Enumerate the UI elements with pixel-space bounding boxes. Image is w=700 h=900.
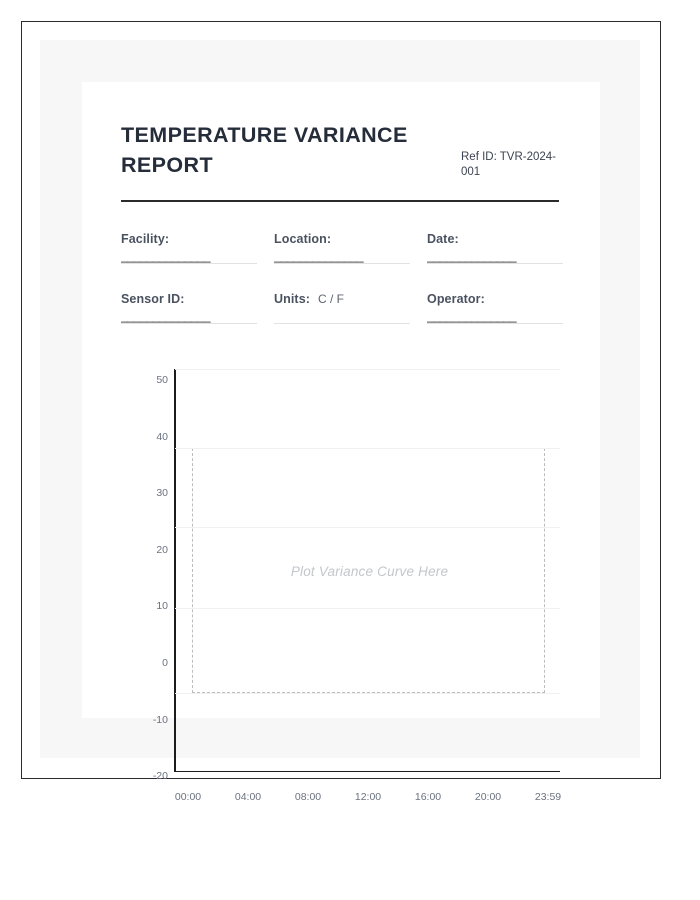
reference-id: Ref ID: TVR-2024-001 bbox=[461, 151, 557, 178]
chart-y-tick: -10 bbox=[152, 713, 168, 726]
form-field bbox=[427, 290, 563, 323]
chart-y-tick: 0 bbox=[162, 657, 168, 669]
chart-y-tick: 20 bbox=[156, 543, 168, 556]
chart-x-tick: 04:00 bbox=[234, 791, 262, 803]
chart-x-tick: 20:00 bbox=[474, 791, 502, 803]
form-field bbox=[274, 290, 410, 308]
form-field-write-line[interactable]: ______________ bbox=[121, 249, 210, 263]
form-field-rule bbox=[274, 323, 410, 324]
form-field-rule bbox=[274, 263, 410, 264]
chart-x-tick: 08:00 bbox=[294, 791, 322, 803]
chart-y-tick: 40 bbox=[156, 430, 168, 443]
form-field-rule bbox=[427, 263, 563, 264]
form-field bbox=[274, 230, 410, 263]
form-field-write-line[interactable]: ______________ bbox=[274, 249, 363, 263]
chart-x-tick: 23:59 bbox=[534, 791, 562, 803]
form-field-label: Location: bbox=[274, 232, 332, 246]
form-field-value[interactable]: C / F bbox=[318, 292, 345, 306]
form-field bbox=[427, 230, 563, 263]
form-field-rule bbox=[121, 263, 257, 264]
chart-y-tick: 10 bbox=[156, 600, 168, 613]
chart-y-tick: 50 bbox=[156, 374, 168, 386]
chart-y-tick: -20 bbox=[152, 770, 168, 783]
form-field-label: Operator: bbox=[427, 292, 485, 306]
form-field-label: Facility: bbox=[121, 232, 170, 246]
form-field-rule bbox=[427, 323, 563, 324]
form-field-label: Sensor ID: bbox=[121, 292, 185, 306]
form-field-label: Date: bbox=[427, 232, 459, 246]
form-field bbox=[121, 230, 257, 263]
page-title: TEMPERATURE VARIANCE REPORT bbox=[121, 123, 408, 177]
form-field-rule bbox=[121, 323, 257, 324]
form-field-write-line[interactable]: ______________ bbox=[121, 309, 210, 323]
chart-x-tick: 16:00 bbox=[414, 791, 442, 803]
chart-x-tick: 12:00 bbox=[354, 791, 382, 803]
form-field-write-line[interactable]: ______________ bbox=[427, 309, 516, 323]
plot-placeholder-label: Plot Variance Curve Here bbox=[290, 564, 449, 579]
chart-x-tick: 00:00 bbox=[174, 791, 202, 803]
form-field bbox=[121, 290, 257, 323]
form-field-label: Units: bbox=[274, 292, 311, 306]
form-field-write-line[interactable]: ______________ bbox=[427, 249, 516, 263]
chart-y-tick: 30 bbox=[156, 487, 168, 500]
header-divider bbox=[121, 200, 559, 202]
